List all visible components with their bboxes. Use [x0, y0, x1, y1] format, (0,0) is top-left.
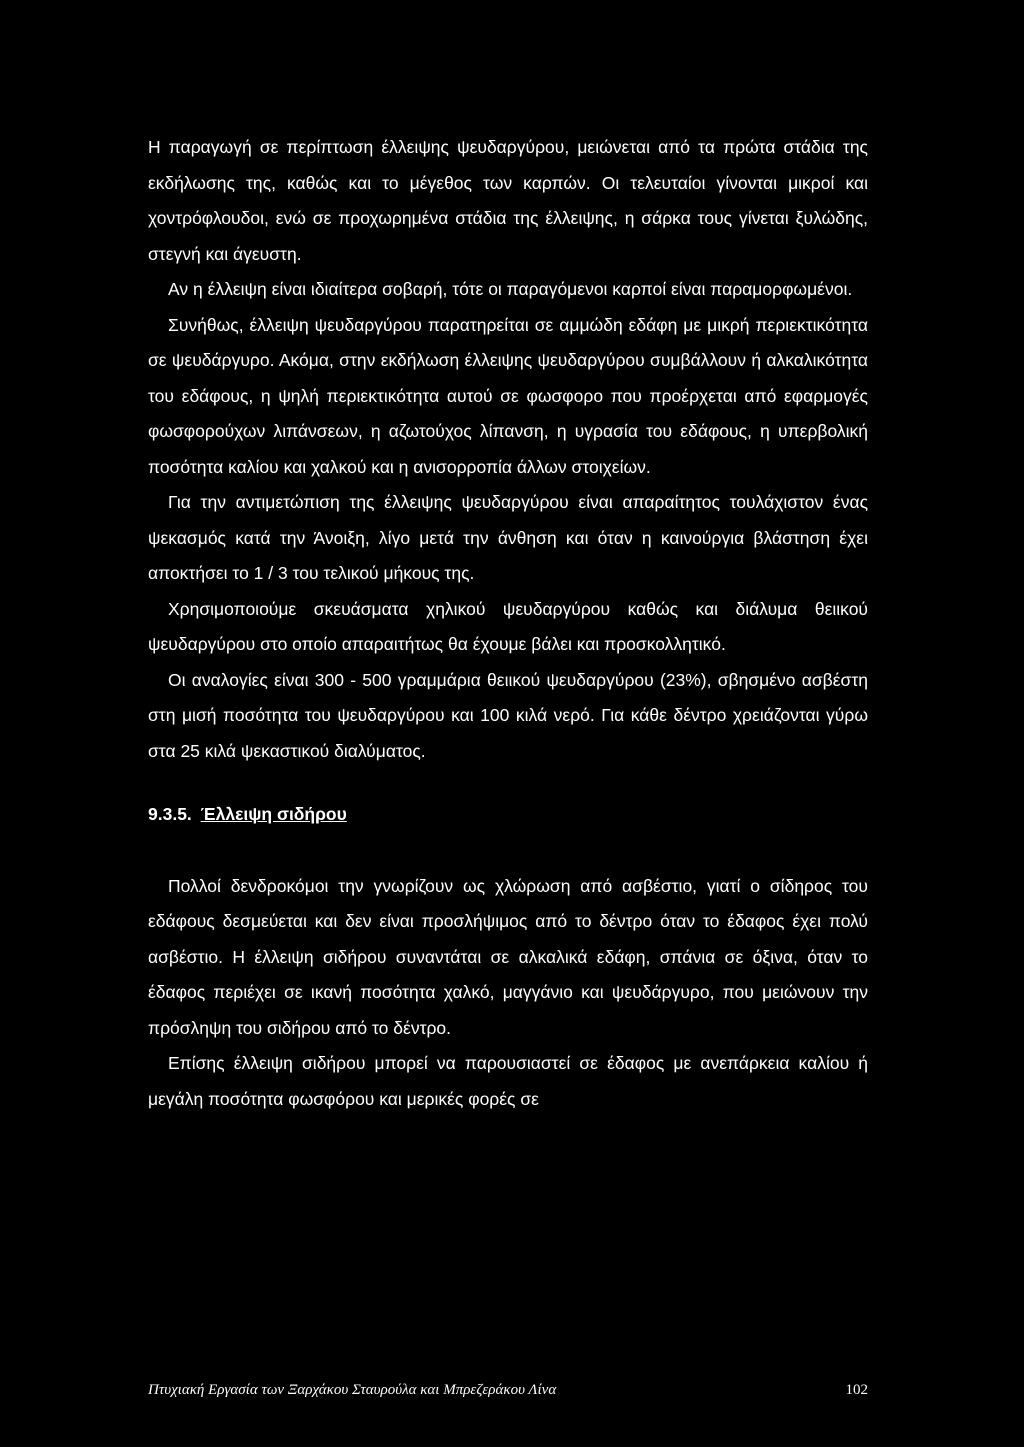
- page-number: 102: [845, 1382, 868, 1398]
- section-number: 9.3.5.: [148, 804, 192, 824]
- paragraph-treatment: Για την αντιμετώπιση της έλλειψης ψευδαργύρου είναι απαραίτητος τουλάχιστον ένας ψεκασμός κατά την Άνοιξη, λίγο μετά την άνθηση και όταν η καινούργια βλάστηση έχει αποκτήσει το 1 / 3 του τελικού μήκους της.: [148, 492, 868, 583]
- footer-authors: Πτυχιακή Εργασία των Ξαρχάκου Σταυρούλα και Μπρεζεράκου Λίνα: [148, 1382, 557, 1398]
- paragraph-severe-deficiency: Αν η έλλειψη είναι ιδιαίτερα σοβαρή, τότε οι παραγόμενοι καρποί είναι παραμορφωμένοι.: [168, 279, 853, 299]
- paragraph-preparations: Χρησιμοποιούμε σκευάσματα χηλικού ψευδαργύρου καθώς και διάλυμα θειικού ψευδαργύρου στο οποίο απαραιτήτως θα έχουμε βάλει και προσκολλητικό.: [148, 598, 868, 654]
- page-footer: [148, 1382, 868, 1399]
- heading-spacer: [148, 833, 868, 869]
- paragraph-zinc-production: Η παραγωγή σε περίπτωση έλλειψης ψευδαργύρου, μειώνεται από τα πρώτα στάδια της εκδήλωσης της, καθώς και το μέγεθος των καρπών. Οι τελευταίοι γίνονται μικροί και χοντρόφλουδοι, ενώ σε προχωρημένα στάδια της έλλειψης, η σάρκα τους γίνεται ξυλώδης, στεγνή και άγευστη.: [148, 137, 868, 264]
- paragraph-iron-chlorosis: Πολλοί δενδροκόμοι την γνωρίζουν ως χλώρωση από ασβέστιο, γιατί ο σίδηρος του εδάφους δεσμεύεται και δεν είναι προσλήψιμος από το δέντρο όταν το έδαφος έχει πολύ ασβέστιο. Η έλλειψη σιδήρου συναντάται σε αλκαλικά εδάφη, σπάνια σε όξινα, όταν το έδαφος περιέχει σε ικανή ποσότητα χαλκό, μαγγάνιο και ψευδάργυρο, που μειώνουν την πρόσληψη του σιδήρου από το δέντρο.: [148, 875, 868, 1038]
- document-body: [148, 130, 868, 1117]
- section-title: Έλλειψη σιδήρου: [200, 804, 347, 824]
- paragraph-ratios: Οι αναλογίες είναι 300 - 500 γραμμάρια θειικού ψευδαργύρου (23%), σβησμένο ασβέστη στη μισή ποσότητα του ψευδαργύρου και 100 κιλά νερό. Για κάθε δέντρο χρειάζονται γύρω στα 25 κιλά ψεκαστικού διαλύματος.: [148, 669, 868, 761]
- paragraph-soil-conditions: Συνήθως, έλλειψη ψευδαργύρου παρατηρείται σε αμμώδη εδάφη με μικρή περιεκτικότητα σε ψευδάργυρο. Ακόμα, στην εκδήλωση έλλειψης ψευδαργύρου συμβάλλουν ή αλκαλικότητα του εδάφους, η ψηλή περιεκτικότητα αυτού σε φωσφορο που προέρχεται από εφαρμογές φωσφορούχων λιπάνσεων, η αζωτούχος λίπανση, η υγρασία του εδάφους, η υπερβολική ποσότητα καλίου και χαλκού και η ανισορροπία άλλων στοιχείων.: [148, 314, 868, 477]
- section-heading: [148, 797, 868, 833]
- paragraph-iron-potassium: Επίσης έλλειψη σιδήρου μπορεί να παρουσιαστεί σε έδαφος με ανεπάρκεια καλίου ή μεγάλη ποσότητα φωσφόρου και μερικές φορές σε: [148, 1053, 868, 1109]
